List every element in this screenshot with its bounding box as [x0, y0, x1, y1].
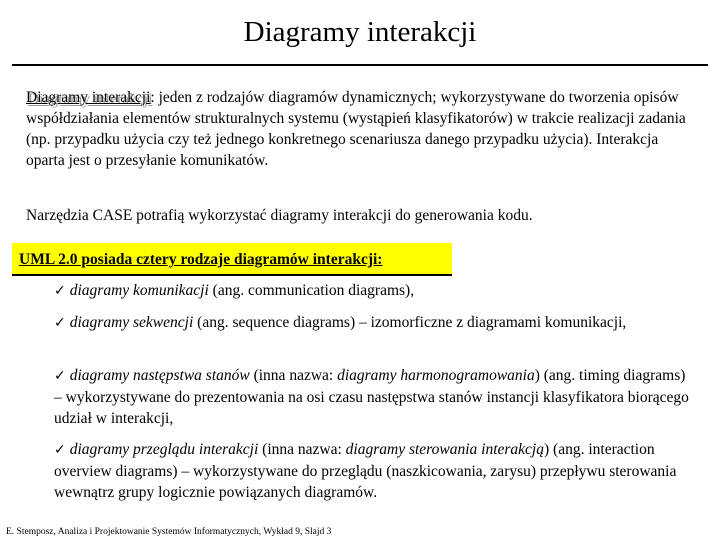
list-item: [54, 365, 694, 429]
item-alt-name: diagramy sterowania interakcją: [345, 441, 544, 458]
list-item: [54, 280, 694, 302]
title-divider: [12, 64, 708, 66]
checkmark-icon: ✓: [54, 315, 66, 331]
item-name: diagramy przeglądu interakcji: [69, 441, 259, 458]
definition-term: Diagramy interakcji: [26, 89, 151, 106]
item-text: (ang. communication diagrams),: [208, 282, 415, 299]
item-text: ) (ang. timing diagrams) – wykorzystywane do prezentowania na osi czasu następstwa stanów instancji klasyfikatora biorącego udział w interakcji,: [54, 367, 689, 427]
checkmark-icon: ✓: [54, 283, 66, 299]
uml-heading-box: [12, 243, 452, 274]
uml-heading: UML 2.0 posiada cztery rodzaje diagramów interakcji:: [19, 251, 383, 268]
definition-paragraph: [26, 87, 686, 171]
list-item: [54, 312, 694, 334]
item-name: diagramy następstwa stanów: [69, 367, 250, 384]
item-text: ) (ang. interaction overview diagrams) – wykorzystywane do przeglądu (naszkicowania, zarysu) przepływu sterowania wewnątrz grupy logicznie powiązanych diagramów.: [54, 441, 677, 501]
list-item: [54, 439, 694, 503]
checkmark-icon: ✓: [54, 368, 66, 384]
checkmark-icon: ✓: [54, 442, 66, 458]
item-name: diagramy sekwencji: [69, 314, 194, 331]
item-alt-name: diagramy harmonogramowania: [337, 367, 535, 384]
case-tools-note: Narzędzia CASE potrafią wykorzystać diagramy interakcji do generowania kodu.: [26, 207, 533, 224]
definition-text: : jeden z rodzajów diagramów dynamicznych; wykorzystywane do tworzenia opisów współdziałania elementów strukturalnych systemu (wystąpień klasyfikatorów) w trakcie realizacji zadania (np. przypadku użycia czy też jednego konkretnego scenariusza danego przypadku użycia). Interakcja oparta jest o przesyłanie komunikatów.: [26, 89, 686, 169]
item-text: (ang. sequence diagrams) – izomorficzne z diagramami komunikacji,: [193, 314, 627, 331]
item-name: diagramy komunikacji: [69, 282, 209, 299]
item-alt-prefix: (inna nazwa:: [249, 367, 338, 384]
item-alt-prefix: (inna nazwa:: [258, 441, 346, 458]
slide-footer: E. Stemposz, Analiza i Projektowanie Systemów Informatycznych, Wykład 9, Slajd 3: [6, 527, 332, 537]
slide-title: Diagramy interakcji: [243, 16, 477, 48]
